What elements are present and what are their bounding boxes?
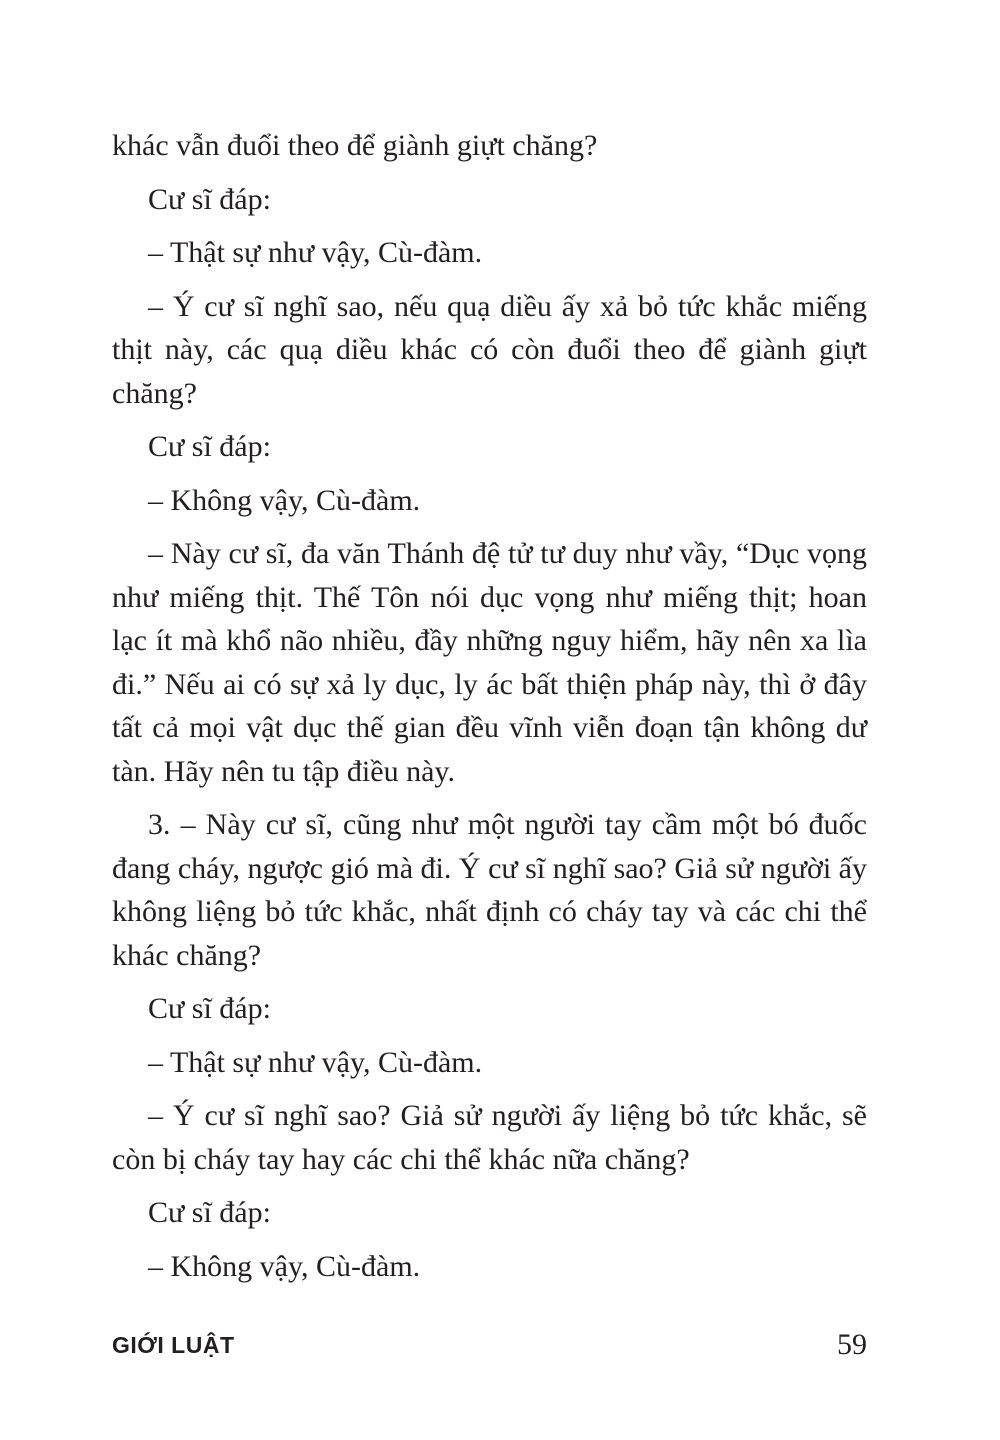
paragraph: Cư sĩ đáp: — [148, 1196, 271, 1229]
running-title: GIỚI LUẬT — [112, 1332, 235, 1358]
paragraph: – Không vậy, Cù-đàm. — [148, 1249, 421, 1283]
paragraph: – Không vậy, Cù-đàm. — [148, 483, 421, 517]
paragraph: 3. – Này cư sĩ, cũng như một người tay cầm một bó đuốc đang cháy, ngược gió mà đi. Ý cư sĩ nghĩ sao? Giả sử người ấy không liệng bỏ tức khắc, nhất định có cháy tay và các chi thể khác chăng? — [112, 808, 867, 972]
paragraph-continuation: khác vẫn đuổi theo để giành giựt chăng? — [112, 129, 598, 162]
paragraph: – Ý cư sĩ nghĩ sao? Giả sử người ấy liệng bỏ tức khắc, sẽ còn bị cháy tay hay các chi thể khác nữa chăng? — [112, 1099, 867, 1176]
page-footer — [112, 1328, 867, 1362]
paragraph: – Thật sự như vậy, Cù-đàm. — [148, 236, 483, 269]
paragraph: Cư sĩ đáp: — [148, 430, 271, 463]
page-body — [112, 124, 867, 1298]
paragraph: Cư sĩ đáp: — [148, 182, 271, 216]
paragraph: – Thật sự như vậy, Cù-đàm. — [148, 1045, 483, 1079]
paragraph: – Ý cư sĩ nghĩ sao, nếu quạ diều ấy xả bỏ tức khắc miếng thịt này, các quạ diều khác có còn đuổi theo để giành giựt chăng? — [112, 289, 867, 410]
paragraph: – Này cư sĩ, đa văn Thánh đệ tử tư duy như vầy, “Dục vọng như miếng thịt. Thế Tôn nói dục vọng như miếng thịt; hoan lạc ít mà khổ não nhiều, đầy những nguy hiểm, hãy nên xa lìa đi.” Nếu ai có sự xả ly dục, ly ác bất thiện pháp này, thì ở đây tất cả mọi vật dục thế gian đều vĩnh viễn đoạn tận không dư tàn. Hãy nên tu tập điều này. — [112, 537, 867, 788]
page-number: 59 — [837, 1328, 867, 1361]
paragraph: Cư sĩ đáp: — [148, 992, 271, 1025]
